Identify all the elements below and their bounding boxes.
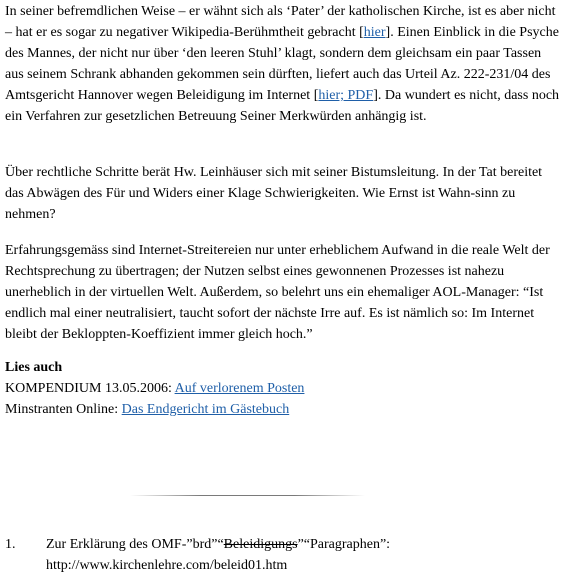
related-link-item	[5, 378, 563, 399]
paragraph-1-text-c: ]. Da wundert es nicht, dass noch ein Verfahren zur gesetzlichen Betreuung Seiner Merkwürden anhängig ist.	[5, 88, 560, 124]
related-link-verlorenem-posten[interactable]: Auf verlorenem Posten	[174, 381, 305, 396]
footnote-text	[46, 534, 561, 576]
related-link-prefix: Minstranten Online:	[5, 402, 122, 417]
paragraph-1-text-b: ]. Einen Einblick in die Psyche des Mannes, der nicht nur über ‘den leeren Stuhl’ klagt, sondern dem gleichsam ein paar Tassen aus seinem Schrank abhanden gekommen sein dürften, liefert auch das Urteil Az. 222-231/04 des Amtsgericht Hannover wegen Beleidigung im Internet [	[5, 25, 559, 103]
paragraph-3: Erfahrungsgemäss sind Internet-Streitereien nur unter erheblichem Aufwand in die reale Welt der Rechtsprechung zu übertragen; der Nutzen selbst eines gewonnenen Prozesses ist nahezu unerheblich in der virtuellen Welt. Außerdem, so belehrt uns ein ehemaliger AOL-Manager: “Ist endlich mal einer neutralisiert, taucht sofort der nächste Irre auf. Es ist nämlich so: Im Internet bleibt der Bekloppten-Koeffizient immer gleich hoch.”	[5, 243, 550, 342]
hier-pdf-link[interactable]: hier; PDF	[318, 88, 374, 103]
related-links-heading: Lies auch	[5, 360, 63, 375]
related-link-endgericht[interactable]: Das Endgericht im Gästebuch	[121, 402, 290, 417]
footnote-text-a: Zur Erklärung des OMF-”brd”“	[46, 537, 224, 552]
hier-link[interactable]: hier	[363, 25, 386, 40]
related-link-item	[5, 399, 563, 420]
related-links-section	[5, 357, 563, 420]
footnote-text-b: ”“Paragraphen”: http://www.kirchenlehre.com/beleid01.htm	[46, 537, 391, 573]
paragraph-1-text-a: In seiner befremdlichen Weise – er wähnt sich als ‘Pater’ der katholischen Kirche, ist es aber nicht – hat er es sogar zu negativer Wikipedia-Berühmtheit gebracht [	[5, 4, 556, 40]
footnote-divider	[130, 495, 365, 496]
related-link-prefix: KOMPENDIUM 13.05.2006:	[5, 381, 175, 396]
footnote-number: 1.	[5, 537, 16, 552]
footnote-struck-text: Beleidigungs	[223, 537, 298, 552]
paragraph-1	[5, 1, 563, 127]
paragraph-2: Über rechtliche Schritte berät Hw. Leinhäuser sich mit seiner Bistumsleitung. In der Tat bereitet das Abwägen des Für und Widers einer Klage Schwierigkeiten. Wie Ernst ist Wahn-sinn zu nehmen?	[5, 165, 543, 222]
